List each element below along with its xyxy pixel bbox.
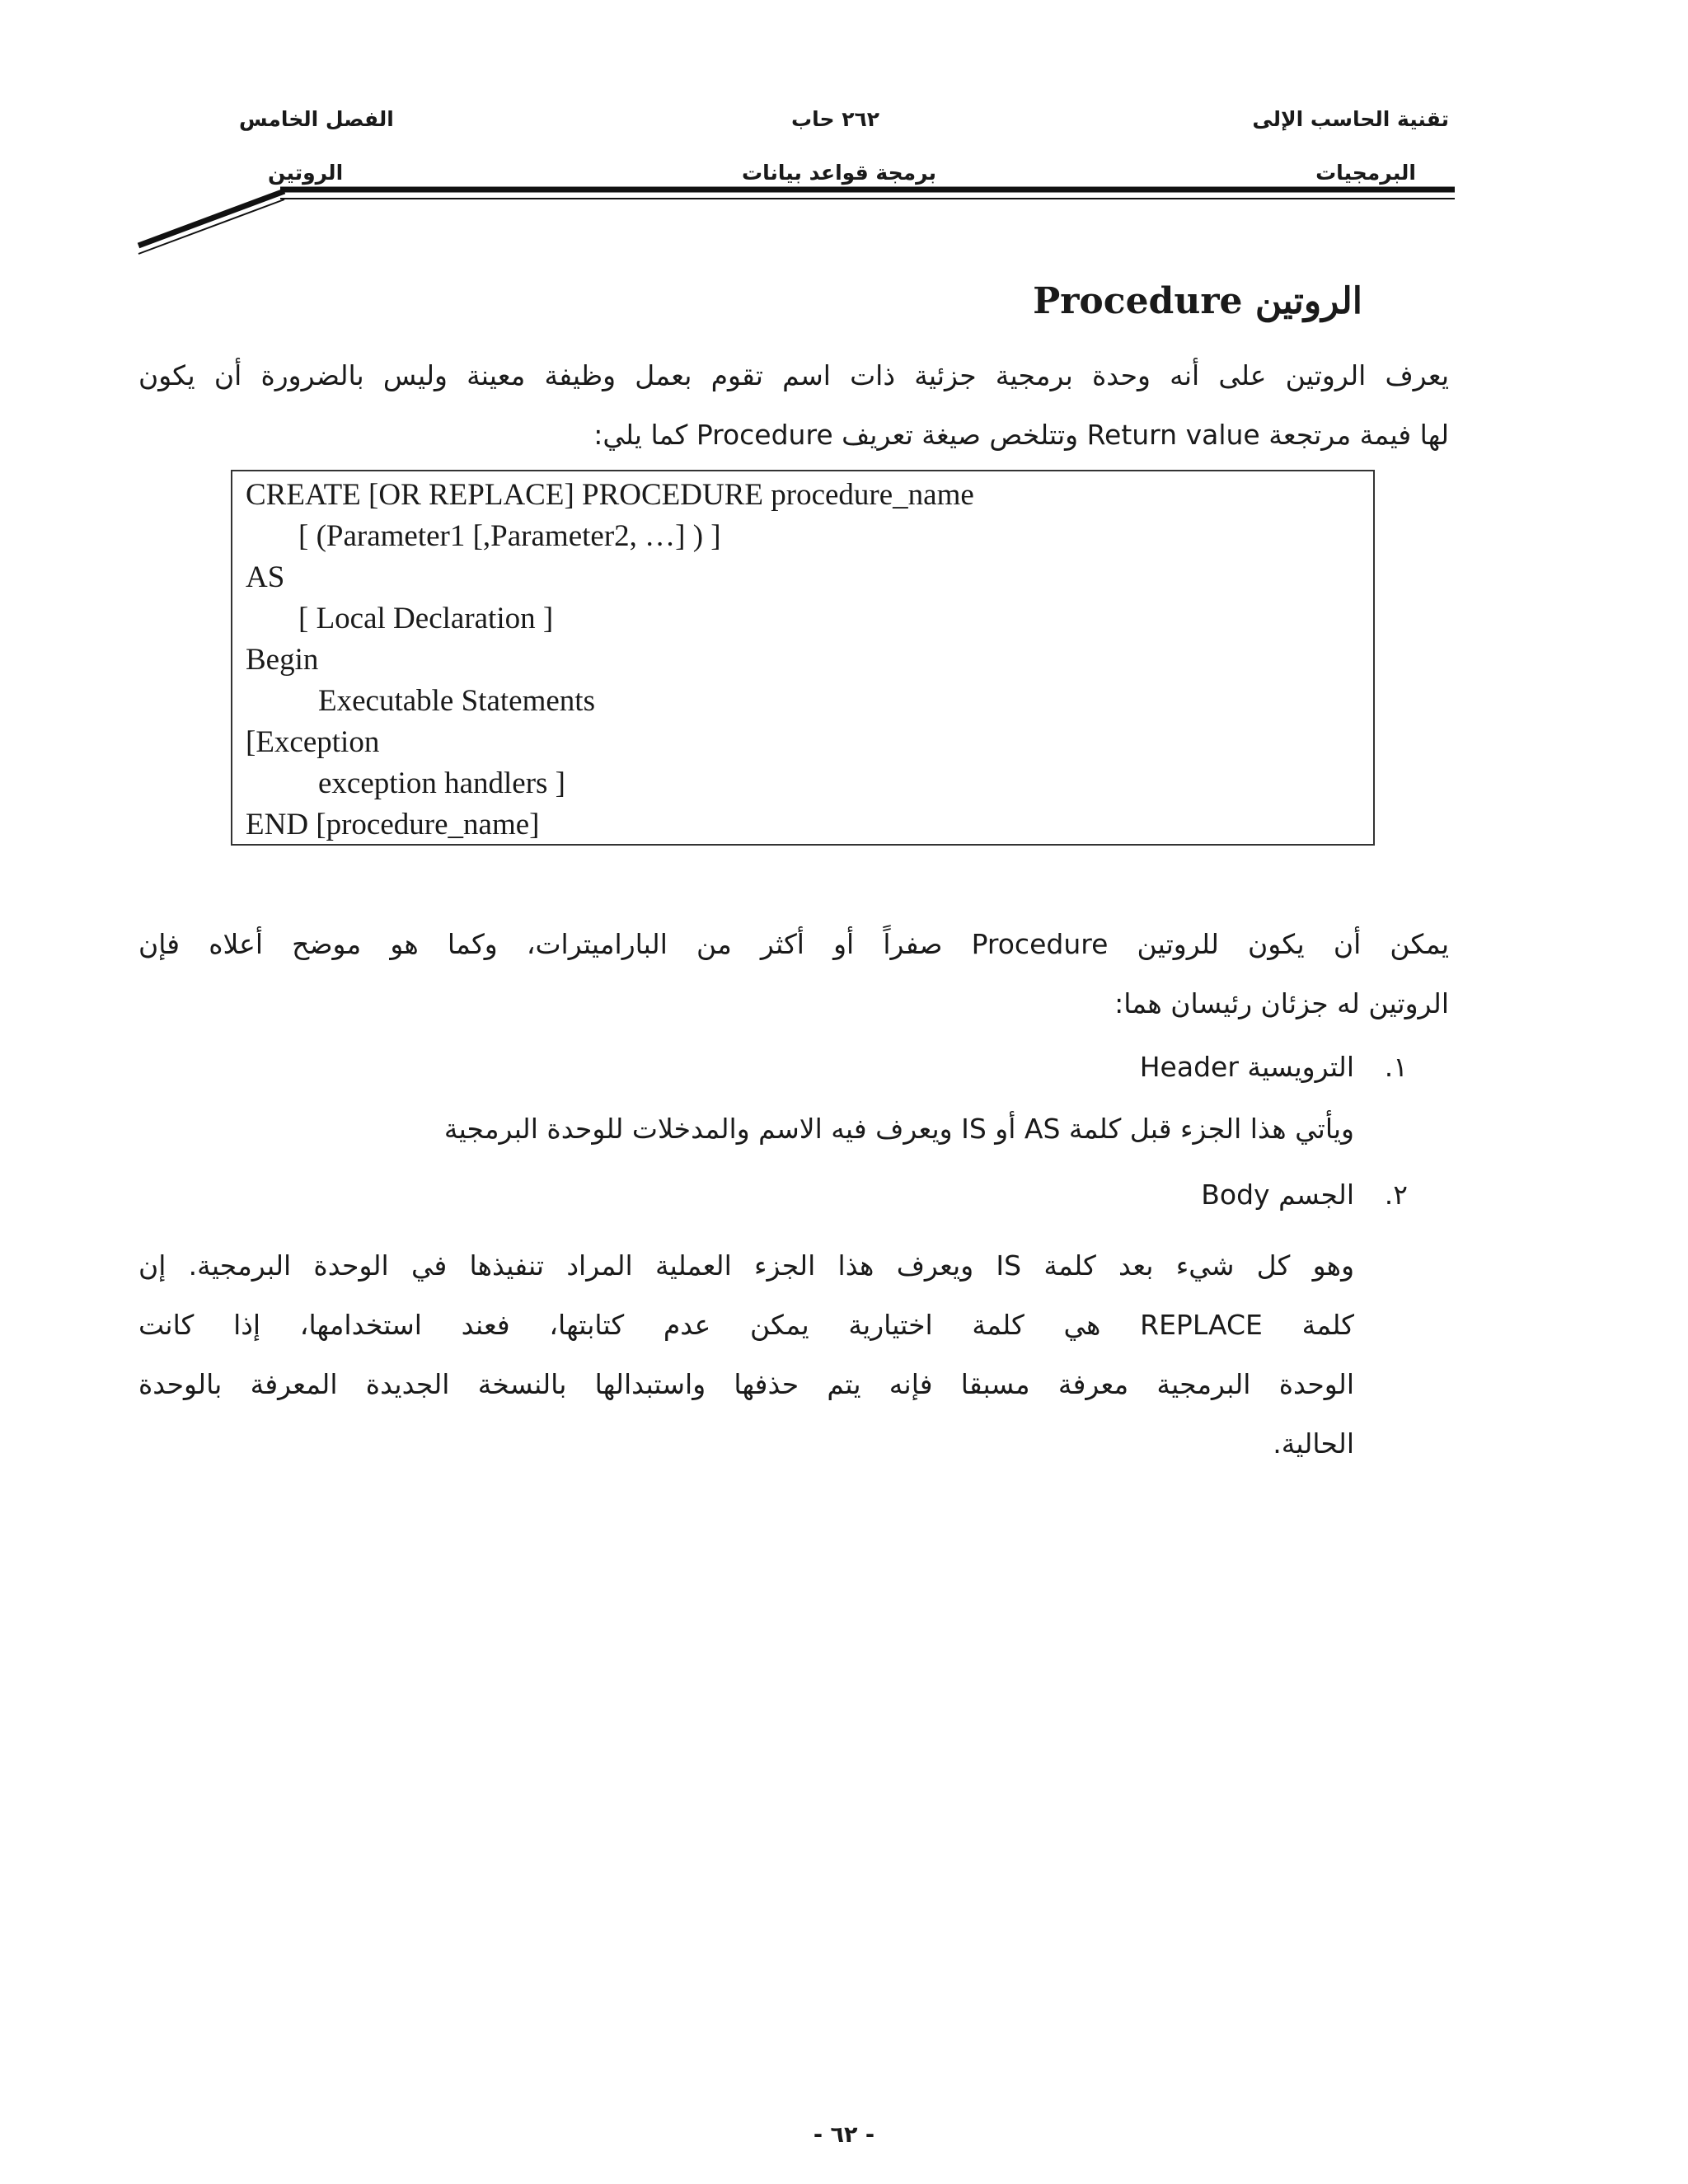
code-line-4: [ Local Declaration ] <box>298 602 554 635</box>
list-item-2-number: ٢. <box>1384 1179 1408 1211</box>
body-line-1: وهو كل شيء بعد كلمة IS ويعرف هذا الجزء العملية المراد تنفيذها في الوحدة البرمجية. إن <box>138 1249 1355 1282</box>
list-item-1-description: ويأتي هذا الجزء قبل كلمة AS أو IS ويعرف فيه الاسم والمدخلات للوحدة البرمجية <box>443 1113 1354 1145</box>
body-line-2: كلمة REPLACE هي كلمة اختيارية يمكن عدم كتابتها، فعند استخدامها، إذا كانت <box>138 1309 1354 1341</box>
para2-line-2: الروتين له جزئان رئيسان هما: <box>1114 987 1449 1019</box>
header-right-top: تقنية الحاسب الإلى <box>1252 107 1449 131</box>
header-left-bottom: الروتين <box>268 161 344 185</box>
page-number: - ٦٢ - <box>813 2122 875 2148</box>
intro-line-1: يعرف الروتين على أنه وحدة برمجية جزئية ذات اسم تقوم بعمل وظيفة معينة وليس بالضرورة أن يكون <box>138 359 1449 391</box>
code-line-1: CREATE [OR REPLACE] PROCEDURE procedure_name <box>246 478 974 512</box>
intro-line-2: لها فيمة مرتجعة Return value وتتلخص صيغة تعريف Procedure كما يلي: <box>593 419 1449 451</box>
header-left-top: الفصل الخامس <box>239 107 394 131</box>
code-line-8: exception handlers ] <box>318 766 565 800</box>
header-divider <box>0 0 1688 272</box>
section-title: الروتين Procedure <box>1033 280 1362 322</box>
body-line-3: الوحدة البرمجية معرفة مسبقا فإنه يتم حذفها واستبدالها بالنسخة الجديدة المعرفة بالوحدة <box>138 1368 1354 1400</box>
body-line-4: الحالية. <box>1273 1427 1354 1460</box>
para2-line-1: يمكن أن يكون للروتين Procedure صفراً أو أكثر من الباراميترات، وكما هو موضح أعلاه فإن <box>138 928 1450 960</box>
body-paragraph <box>138 1236 1354 1474</box>
intro-paragraph <box>138 346 1449 465</box>
code-line-6: Executable Statements <box>318 684 595 718</box>
code-line-7: [Exception <box>246 725 380 759</box>
list-item-2-label: الجسم Body <box>1201 1179 1354 1211</box>
header-center-bottom: برمجة قواعد بيانات <box>742 161 937 185</box>
code-line-3: AS <box>246 560 285 594</box>
header-right-bottom: البرمجيات <box>1315 161 1416 185</box>
code-line-2: [ (Parameter1 [,Parameter2, …] ) ] <box>298 519 721 553</box>
header-center-top: ٢٦٢ حاب <box>791 107 880 131</box>
code-line-5: Begin <box>246 643 319 677</box>
parameters-paragraph <box>138 915 1449 1033</box>
syntax-box <box>231 470 1375 846</box>
code-line-9: END [procedure_name] <box>246 808 540 841</box>
list-item-1-label: الترويسية Header <box>1139 1051 1354 1083</box>
list-item-1-number: ١. <box>1384 1051 1408 1083</box>
